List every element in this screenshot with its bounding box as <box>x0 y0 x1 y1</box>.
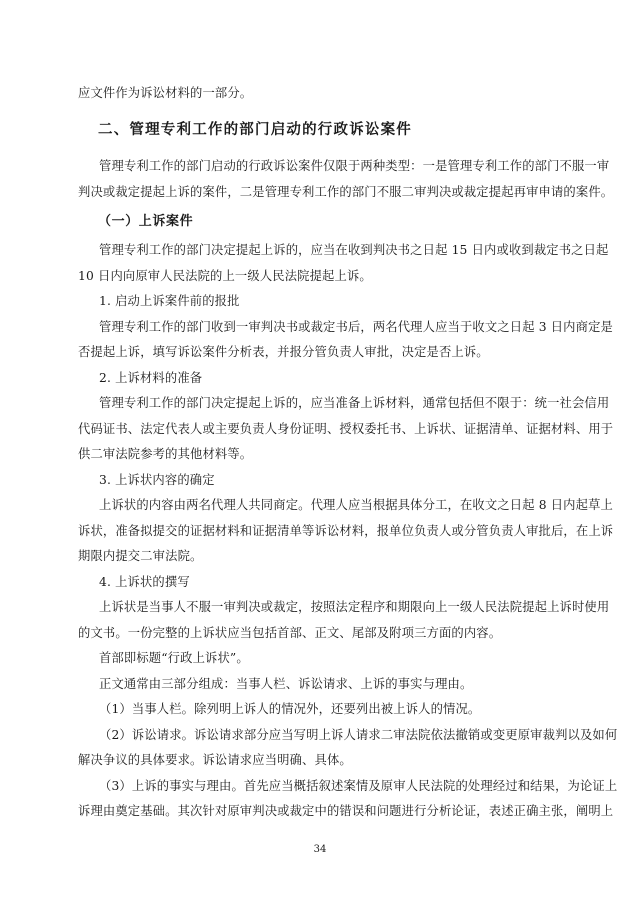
paragraph-line: 判决或裁定提起上诉的案件，二是管理专利工作的部门不服二审判决或裁定提起再审申请的案件。 <box>78 185 614 199</box>
paragraph-line: 的文书。一份完整的上诉状应当包括首部、正文、尾部及附项三方面的内容。 <box>78 626 502 640</box>
paragraph-line: 诉状，准备拟提交的证据材料和证据清单等诉讼材料，报单位负责人或分管负责人审批后，在上诉 <box>78 524 614 538</box>
subsection-heading: （一）上诉案件 <box>98 214 194 229</box>
page-number: 34 <box>313 844 327 855</box>
list-item-heading: 1. 启动上诉案件前的报批 <box>99 294 240 308</box>
paragraph-line: 上诉状是当事人不服一审判决或裁定，按照法定程序和期限向上一级人民法院提起上诉时使用 <box>99 600 610 614</box>
paragraph-line: 期限内提交二审法院。 <box>78 549 203 563</box>
paragraph-line: 管理专利工作的部门决定提起上诉的，应当准备上诉材料，通常包括但不限于：统一社会信用 <box>99 396 610 410</box>
section-heading: 二、管理专利工作的部门启动的行政诉讼案件 <box>98 122 412 138</box>
list-item-heading: 4. 上诉状的撰写 <box>99 575 190 589</box>
paragraph-line: 供二审法院参考的其他材料等。 <box>78 447 253 461</box>
paragraph-line: 应文件作为诉讼材料的一部分。 <box>78 86 253 100</box>
paragraph-line: 正文通常由三部分组成：当事人栏、诉讼请求、上诉的事实与理由。 <box>99 677 473 691</box>
paragraph-line: 解决争议的具体要求。诉讼请求应当明确、具体。 <box>78 753 352 767</box>
paragraph-line: （2）诉讼请求。诉讼请求部分应当写明上诉人请求二审法院依法撤销或变更原审裁判以及如何 <box>99 728 618 742</box>
paragraph-line: （1）当事人栏。除列明上诉人的情况外，还要列出被上诉人的情况。 <box>99 702 481 716</box>
paragraph-line: 诉理由奠定基础。其次针对原审判决或裁定中的错误和问题进行分析论证，表述正确主张，阐明上 <box>78 804 614 818</box>
paragraph-line: 代码证书、法定代表人或主要负责人身份证明、授权委托书、上诉状、证据清单、证据材料、用于 <box>78 422 614 436</box>
paragraph-line: 管理专利工作的部门启动的行政诉讼案件仅限于两种类型：一是管理专利工作的部门不服一审 <box>99 159 610 173</box>
paragraph-line: 否提起上诉，填写诉讼案件分析表，并报分管负责人审批，决定是否上诉。 <box>78 345 489 359</box>
paragraph-line: 10 日内向原审人民法院的上一级人民法院提起上诉。 <box>78 269 372 283</box>
paragraph-line: （3）上诉的事实与理由。首先应当概括叙述案情及原审人民法院的处理经过和结果，为论证上 <box>99 779 618 793</box>
paragraph-line: 上诉状的内容由两名代理人共同商定。代理人应当根据具体分工，在收文之日起 8 日内起草上 <box>99 498 613 512</box>
paragraph-line: 首部即标题“行政上诉状”。 <box>99 651 249 665</box>
list-item-heading: 3. 上诉状内容的确定 <box>99 473 215 487</box>
list-item-heading: 2. 上诉材料的准备 <box>99 371 203 385</box>
paragraph-line: 管理专利工作的部门决定提起上诉的，应当在收到判决书之日起 15 日内或收到裁定书之日起 <box>99 243 609 257</box>
paragraph-line: 管理专利工作的部门收到一审判决书或裁定书后，两名代理人应当于收文之日起 3 日内商定是 <box>99 320 613 334</box>
